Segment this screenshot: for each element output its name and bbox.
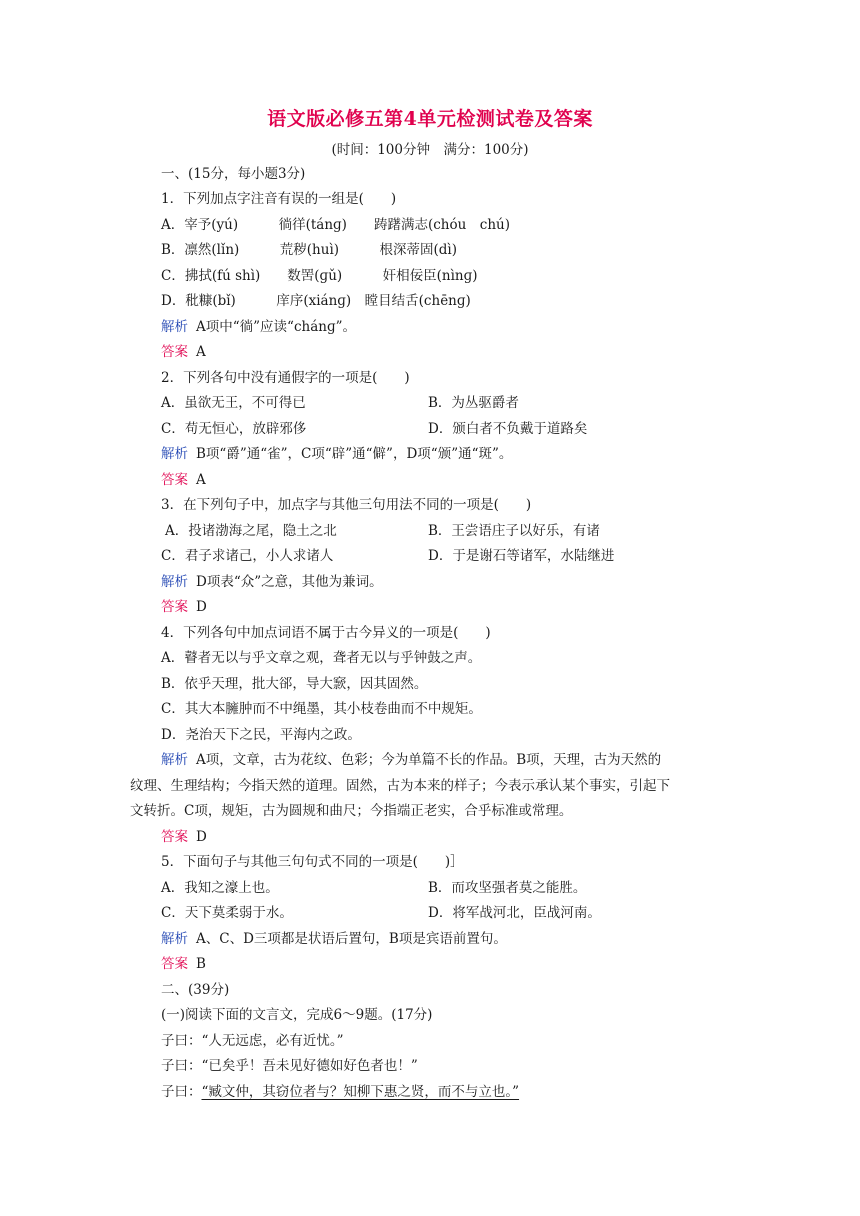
answer-label: 答案 (161, 344, 188, 360)
q2-answer-text: A (196, 472, 206, 488)
q3-option-c: C．君子求诸己，小人求诸人 (161, 548, 334, 564)
q2-analysis-text: B项“爵”通“雀”，C项“辟”通“僻”，D项“颁”通“斑”。 (196, 446, 513, 462)
q4-analysis (161, 750, 661, 770)
page-title: 语文版必修五第4单元检测试卷及答案 (267, 108, 593, 130)
answer-label: 答案 (161, 829, 188, 845)
q4-option-b: B．依乎天理，批大郤，导大窾，因其固然。 (161, 676, 428, 692)
q1-option-c: C．拂拭(fú shì) 数罟(ɡǔ) 奸相佞臣(nìnɡ) (161, 268, 478, 284)
q5-option-a: A．我知之濠上也。 (161, 880, 279, 896)
q5-analysis-text: A、C、D三项都是状语后置句，B项是宾语前置句。 (196, 931, 507, 947)
q3-analysis (161, 572, 383, 592)
q3-stem: 3．在下列句子中，加点字与其他三句用法不同的一项是( ) (161, 497, 532, 513)
q2-analysis (161, 444, 512, 464)
section-1-heading: 一、(15分，每小题3分) (161, 166, 306, 182)
quote-3-lead: 子曰： (161, 1084, 202, 1100)
q5-answer (161, 954, 206, 974)
q4-option-c: C．其大本臃肿而不中绳墨，其小枝卷曲而不中规矩。 (161, 701, 482, 717)
section-2-heading: 二、(39分) (161, 982, 230, 998)
q3-option-d: D．于是谢石等诸军，水陆继进 (428, 548, 615, 564)
q1-analysis-text: A项中“徜”应读“chánɡ”。 (196, 319, 356, 335)
analysis-label: 解析 (161, 752, 188, 768)
q3-option-a: A．投诸渤海之尾，隐土之北 (165, 523, 337, 539)
answer-label: 答案 (161, 472, 188, 488)
q2-option-c: C．苟无恒心，放辟邪侈 (161, 421, 307, 437)
q2-option-d: D．颁白者不负戴于道路矣 (428, 421, 588, 437)
q3-answer-text: D (196, 599, 207, 615)
q1-answer (161, 342, 206, 362)
q1-analysis (161, 317, 356, 337)
q1-answer-text: A (196, 344, 206, 360)
quote-1: 子曰：“人无远虑，必有近忧。” (161, 1033, 344, 1049)
q2-option-b: B．为丛驱爵者 (428, 395, 519, 411)
q4-stem: 4．下列各句中加点词语不属于古今异义的一项是( ) (161, 625, 491, 641)
q1-option-d: D．秕糠(bǐ) 庠序(xiánɡ) 瞠目结舌(chēnɡ) (161, 293, 471, 309)
q3-answer (161, 597, 207, 617)
quote-2: 子曰：“已矣乎！吾未见好德如好色者也！” (161, 1058, 418, 1074)
q2-option-a: A．虽欲无王，不可得已 (161, 395, 306, 411)
q5-stem: 5．下面句子与其他三句句式不同的一项是( )］ (161, 854, 464, 870)
answer-label: 答案 (161, 599, 188, 615)
q5-analysis (161, 929, 507, 949)
q4-analysis-line-3: 文转折。C项，规矩，古为圆规和曲尺；今指端正老实，合乎标准或常理。 (130, 803, 573, 819)
q4-answer-text: D (196, 829, 207, 845)
page-subtitle: (时间：100分钟 满分：100分) (331, 142, 529, 158)
q2-answer (161, 470, 206, 490)
q4-option-a: A．瞽者无以与乎文章之观，聋者无以与乎钟鼓之声。 (161, 650, 482, 666)
answer-label: 答案 (161, 956, 188, 972)
q5-answer-text: B (196, 956, 206, 972)
analysis-label: 解析 (161, 446, 188, 462)
q5-option-c: C．天下莫柔弱于水。 (161, 905, 293, 921)
analysis-label: 解析 (161, 319, 188, 335)
q1-option-a: A．宰予(yú) 徜徉(tánɡ) 踌躇满志(chóu chú) (161, 217, 511, 233)
quote-3-underlined: “臧文仲，其窃位者与？知柳下惠之贤，而不与立也。” (201, 1084, 520, 1100)
q5-option-b: B．而攻坚强者莫之能胜。 (428, 880, 587, 896)
q3-option-b: B．王尝语庄子以好乐，有诸 (428, 523, 600, 539)
q2-stem: 2．下列各句中没有通假字的一项是( ) (161, 370, 410, 386)
analysis-label: 解析 (161, 931, 188, 947)
q3-analysis-text: D项表“众”之意，其他为兼词。 (196, 574, 383, 590)
analysis-label: 解析 (161, 574, 188, 590)
q4-option-d: D．尧治天下之民，平海内之政。 (161, 727, 361, 743)
q1-stem: 1．下列加点字注音有误的一组是( ) (161, 191, 397, 207)
q4-analysis-line-2: 纹理、生理结构；今指天然的道理。固然，古为本来的样子；今表示承认某个事实，引起下 (130, 778, 670, 794)
part-1-heading: (一)阅读下面的文言文，完成6～9题。(17分) (161, 1007, 433, 1023)
q4-answer (161, 827, 207, 847)
quote-3 (161, 1082, 519, 1102)
q1-option-b: B．凛然(lǐn) 荒秽(huì) 根深蒂固(dì) (161, 242, 458, 258)
q5-option-d: D．将军战河北，臣战河南。 (428, 905, 601, 921)
q4-analysis-text-1: A项，文章，古为花纹、色彩；今为单篇不长的作品。B项，天理，古为天然的 (196, 752, 662, 768)
